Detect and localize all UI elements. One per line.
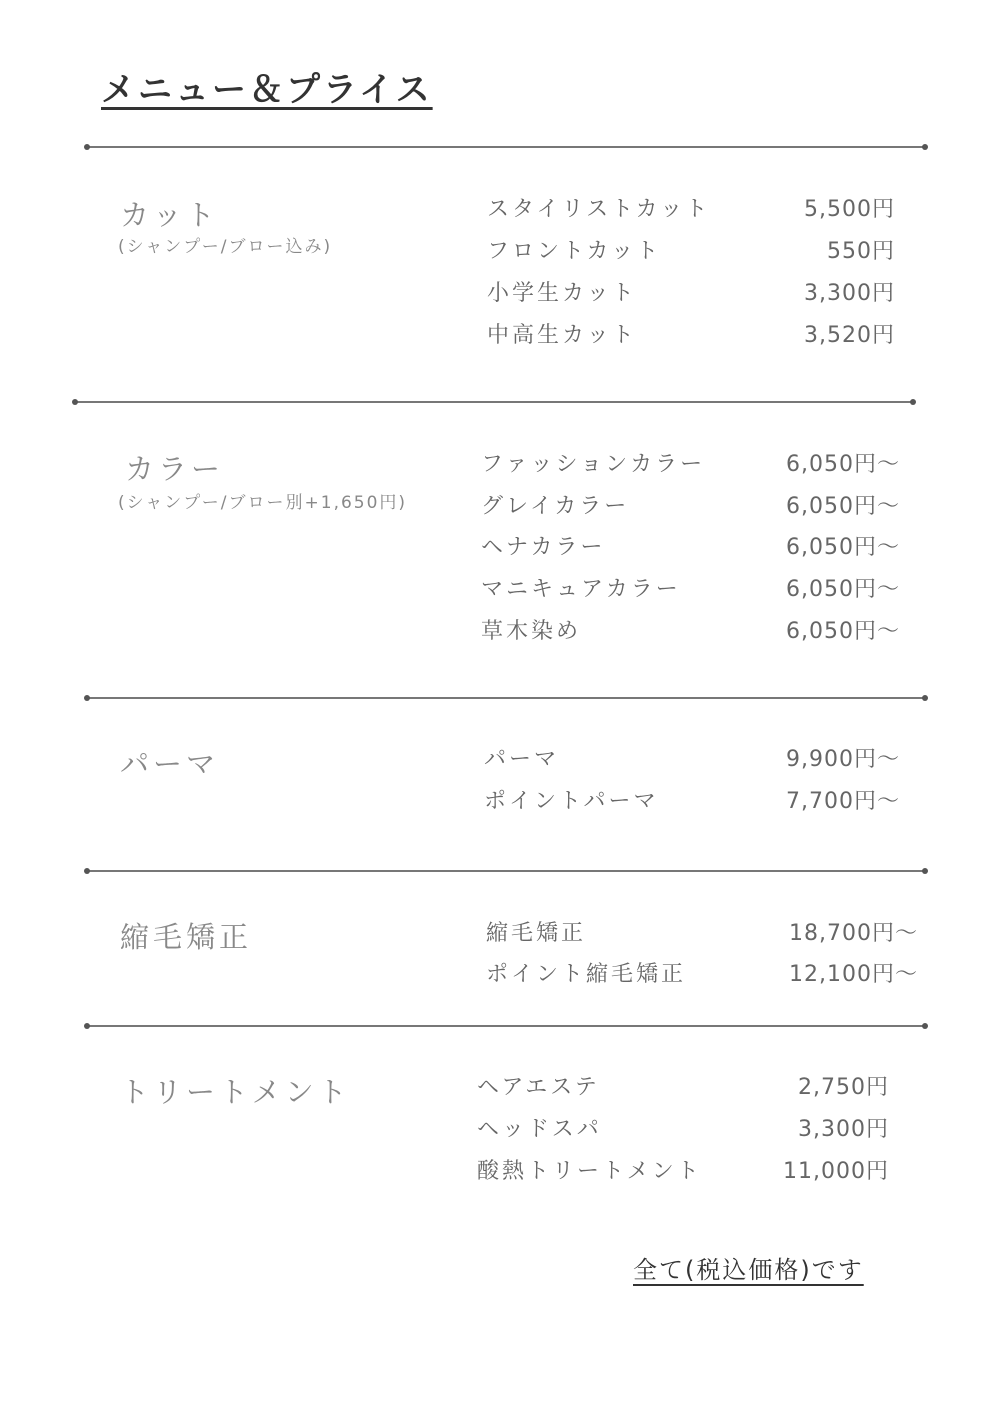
menu-item-price: 18,700円〜 xyxy=(789,921,918,946)
divider xyxy=(75,401,913,403)
menu-item-label: 中高生カット xyxy=(487,323,637,348)
section-title: カット xyxy=(120,198,219,232)
divider xyxy=(87,697,925,699)
menu-item-price: 11,000円 xyxy=(783,1159,889,1184)
menu-item-label: スタイリストカット xyxy=(487,197,711,222)
menu-item-price: 5,500円 xyxy=(804,197,895,222)
section-title: 縮毛矯正 xyxy=(120,920,253,954)
menu-item-label: ファッションカラー xyxy=(481,452,706,477)
menu-item-price: 6,050円〜 xyxy=(786,535,900,560)
menu-item-label: パーマ xyxy=(484,747,560,772)
tax-included-note: 全て(税込価格)です xyxy=(633,1256,864,1284)
menu-item-price: 7,700円〜 xyxy=(786,789,900,814)
menu-item-label: ヘナカラー xyxy=(481,535,606,560)
menu-item-label: 草木染め xyxy=(481,619,582,644)
page-title: メニュー＆プライス xyxy=(101,70,433,110)
divider xyxy=(87,870,925,872)
menu-item-label: 酸熱トリートメント xyxy=(477,1159,702,1184)
section-note: (シャンプー/ブロー込み) xyxy=(118,237,333,257)
menu-item-price: 6,050円〜 xyxy=(786,452,900,477)
menu-item-label: ポイント縮毛矯正 xyxy=(486,962,687,987)
section-title: カラー xyxy=(125,452,225,486)
menu-item-price: 9,900円〜 xyxy=(786,747,900,772)
menu-item-label: 小学生カット xyxy=(487,281,637,306)
menu-item-price: 6,050円〜 xyxy=(786,619,900,644)
menu-item-label: ポイントパーマ xyxy=(484,789,659,814)
divider xyxy=(87,1025,925,1027)
section-title: トリートメント xyxy=(120,1075,351,1109)
menu-item-label: フロントカット xyxy=(487,239,662,264)
section-note: (シャンプー/ブロー別+1,650円) xyxy=(118,493,408,513)
menu-item-price: 550円 xyxy=(827,239,895,264)
menu-item-price: 3,300円 xyxy=(804,281,895,306)
menu-item-label: マニキュアカラー xyxy=(481,577,681,602)
menu-item-price: 2,750円 xyxy=(798,1075,889,1100)
menu-item-label: 縮毛矯正 xyxy=(486,921,587,946)
menu-item-label: ヘアエステ xyxy=(477,1075,600,1100)
menu-item-price: 3,300円 xyxy=(798,1117,889,1142)
menu-item-price: 6,050円〜 xyxy=(786,494,900,519)
menu-item-price: 3,520円 xyxy=(804,323,895,348)
menu-item-price: 12,100円〜 xyxy=(789,962,918,987)
menu-item-label: ヘッドスパ xyxy=(477,1117,602,1142)
menu-item-label: グレイカラー xyxy=(481,494,630,519)
section-title: パーマ xyxy=(120,747,220,781)
divider xyxy=(87,146,925,148)
menu-item-price: 6,050円〜 xyxy=(786,577,900,602)
